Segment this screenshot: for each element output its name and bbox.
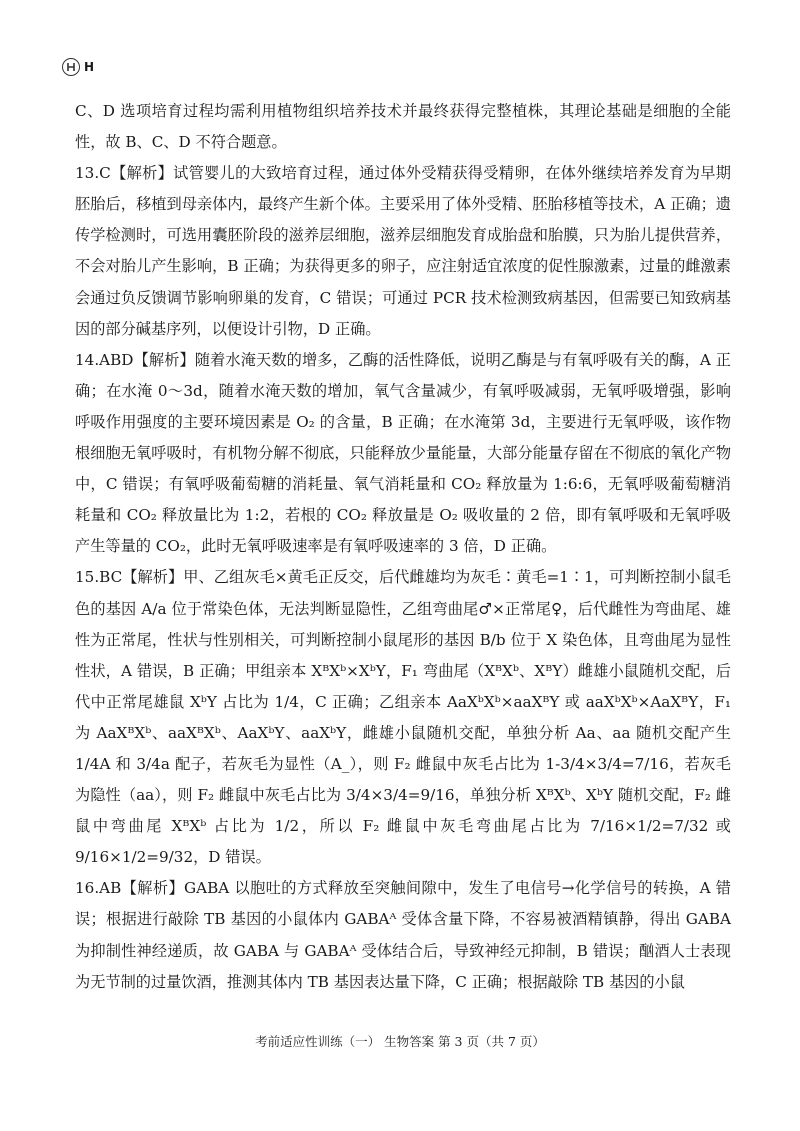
page-footer: 考前适应性训练（一） 生物答案 第 3 页（共 7 页） — [255, 1034, 545, 1049]
answer-body — [75, 96, 731, 998]
paragraph-q13: 13.C【解析】试管婴儿的大致培育过程，通过体外受精获得受精卵，在体外继续培养发育为早期胚胎后，移植到母亲体内，最终产生新个体。主要采用了体外受精、胚胎移植等技术，A 正确；遗传学检测时，可选用囊胚阶段的滋养层细胞，滋养层细胞发育成胎盘和胎膜，只为胎儿提供营养，不会对胎儿产生影响，B 正确；为获得更多的卵子，应注射适宜浓度的促性腺激素，过量的雌激素会通过负反馈调节影响卵巢的发育，C 错误；可通过 PCR 技术检测致病基因，但需要已知致病基因的部分碱基序列，以便设计引物，D 正确。 — [75, 164, 731, 338]
paragraph-q15: 15.BC【解析】甲、乙组灰毛×黄毛正反交，后代雌雄均为灰毛∶黄毛=1∶1，可判断控制小鼠毛色的基因 A/a 位于常染色体，无法判断显隐性，乙组弯曲尾♂×正常尾♀，后代雌性为弯曲尾、雄性为正常尾，性状与性别相关，可判断控制小鼠尾形的基因 B/b 位于 X 染色体，且弯曲尾为显性性状，A 错误，B 正确；甲组亲本 XᴮXᵇ×XᵇY，F₁ 弯曲尾（XᴮXᵇ、XᴮY）雌雄小鼠随机交配，后代中正常尾雄鼠 XᵇY 占比为 1/4，C 正确；乙组亲本 AaXᵇXᵇ×aaXᴮY 或 aaXᵇXᵇ×AaXᴮY，F₁ 为 AaXᴮXᵇ、aaXᴮXᵇ、AaXᵇY、aaXᵇY，雌雄小鼠随机交配，单独分析 Aa、aa 随机交配产生 1/4A 和 3/4a 配子，若灰毛为显性（A_），则 F₂ 雌鼠中灰毛占比为 1-3/4×3/4=7/16，若灰毛为隐性（aa），则 F₂ 雌鼠中灰毛占比为 3/4×3/4=9/16，单独分析 XᴮXᵇ、XᵇY 随机交配，F₂ 雌鼠中弯曲尾 XᴮXᵇ 占比为 1/2，所以 F₂ 雌鼠中灰毛弯曲尾占比为 7/16×1/2=7/32 或 9/16×1/2=9/32，D 错误。 — [75, 568, 731, 867]
paragraph-continued: C、D 选项培育过程均需利用植物组织培养技术并最终获得完整植株，其理论基础是细胞的全能性，故 B、C、D 不符合题意。 — [75, 102, 731, 152]
logo — [62, 58, 94, 76]
paragraph-q16: 16.AB【解析】GABA 以胞吐的方式释放至突触间隙中，发生了电信号→化学信号的转换，A 错误；根据进行敲除 TB 基因的小鼠体内 GABAᴬ 受体含量下降，不容易被酒精镇静，得出 GABA 为抑制性神经递质，故 GABA 与 GABAᴬ 受体结合后，导致神经元抑制，B 错误；酗酒人士表现为无节制的过量饮酒，推测其体内 TB 基因表达量下降，C 正确；根据敲除 TB 基因的小鼠 — [75, 879, 731, 991]
paragraph-q14: 14.ABD【解析】随着水淹天数的增多，乙酶的活性降低，说明乙酶是与有氧呼吸有关的酶，A 正确；在水淹 0～3d，随着水淹天数的增加，氧气含量减少，有氧呼吸减弱，无氧呼吸增强，影响呼吸作用强度的主要环境因素是 O₂ 的含量，B 正确；在水淹第 3d，主要进行无氧呼吸，该作物根细胞无氧呼吸时，有机物分解不彻底，只能释放少量能量，大部分能量存留在不彻底的氧化产物中，C 错误；有氧呼吸葡萄糖的消耗量、氧气消耗量和 CO₂ 释放量为 1:6:6，无氧呼吸葡萄糖消耗量和 CO₂ 释放量比为 1:2，若根的 CO₂ 释放量是 O₂ 吸收量的 2 倍，即有氧呼吸和无氧呼吸产生等量的 CO₂，此时无氧呼吸速率是有氧呼吸速率的 3 倍，D 正确。 — [75, 350, 731, 556]
logo-letter: H — [84, 60, 95, 74]
logo-seal-icon — [62, 58, 80, 76]
